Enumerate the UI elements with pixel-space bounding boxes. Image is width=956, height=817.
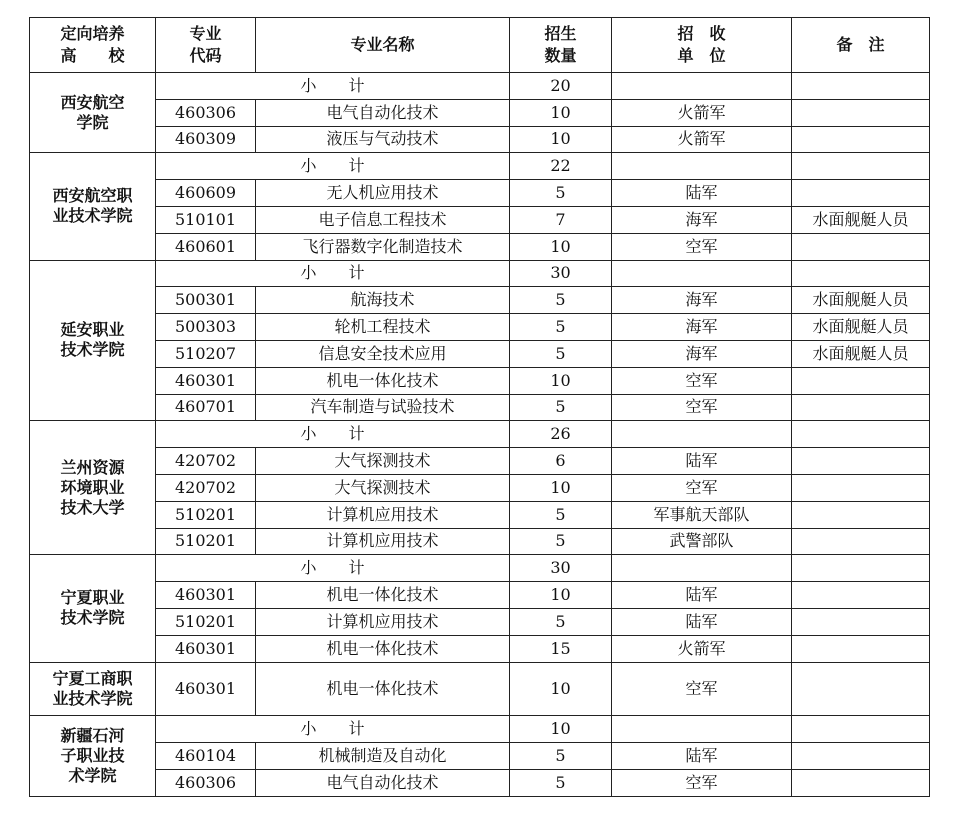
subtotal-label: 小 计 [156,421,510,448]
table-row [30,635,930,662]
major-code: 460601 [156,233,256,260]
enroll-count: 10 [510,582,612,609]
table-row [30,448,930,475]
header-count: 招生 数量 [510,18,612,73]
subtotal-count: 30 [510,555,612,582]
school-name: 西安航空 学院 [30,73,156,153]
table-row [30,528,930,555]
subtotal-label: 小 计 [156,260,510,287]
enroll-count: 5 [510,394,612,421]
note [792,394,930,421]
note [792,582,930,609]
major-code: 500301 [156,287,256,314]
enroll-count: 15 [510,635,612,662]
table-row [30,206,930,233]
table-row [30,662,930,716]
table-row [30,582,930,609]
enroll-count: 5 [510,287,612,314]
subtotal-note [792,555,930,582]
school-name: 延安职业 技术学院 [30,260,156,421]
recruit-unit: 火箭军 [612,635,792,662]
major-name: 飞行器数字化制造技术 [256,233,510,260]
note [792,367,930,394]
recruit-unit: 空军 [612,367,792,394]
major-name: 信息安全技术应用 [256,340,510,367]
note [792,635,930,662]
major-name: 航海技术 [256,287,510,314]
table-row [30,340,930,367]
enroll-count: 10 [510,367,612,394]
school-name: 新疆石河 子职业技 术学院 [30,716,156,796]
major-code: 460306 [156,769,256,796]
header-school: 定向培养 高 校 [30,18,156,73]
major-name: 汽车制造与试验技术 [256,394,510,421]
subtotal-row [30,555,930,582]
major-code: 460309 [156,126,256,153]
subtotal-unit [612,260,792,287]
note [792,769,930,796]
table-row [30,180,930,207]
note [792,448,930,475]
table-row [30,501,930,528]
note: 水面舰艇人员 [792,314,930,341]
recruit-unit: 武警部队 [612,528,792,555]
major-name: 计算机应用技术 [256,528,510,555]
major-code: 510201 [156,608,256,635]
recruit-unit: 陆军 [612,448,792,475]
recruit-unit: 空军 [612,394,792,421]
recruit-unit: 陆军 [612,180,792,207]
note [792,528,930,555]
note [792,662,930,716]
note [792,742,930,769]
note [792,126,930,153]
enroll-count: 6 [510,448,612,475]
major-name: 电气自动化技术 [256,99,510,126]
table-row [30,314,930,341]
subtotal-note [792,153,930,180]
enrollment-table [29,17,930,797]
recruit-unit: 海军 [612,340,792,367]
major-name: 计算机应用技术 [256,608,510,635]
subtotal-label: 小 计 [156,555,510,582]
major-code: 510201 [156,528,256,555]
recruit-unit: 空军 [612,474,792,501]
recruit-unit: 火箭军 [612,99,792,126]
recruit-unit: 空军 [612,769,792,796]
note [792,180,930,207]
enroll-count: 5 [510,769,612,796]
table-row [30,99,930,126]
major-code: 510201 [156,501,256,528]
enroll-count: 5 [510,608,612,635]
subtotal-note [792,716,930,743]
recruit-unit: 海军 [612,287,792,314]
header-code: 专业 代码 [156,18,256,73]
major-name: 机电一体化技术 [256,662,510,716]
note [792,501,930,528]
subtotal-note [792,260,930,287]
enroll-count: 5 [510,180,612,207]
header-row [30,18,930,73]
table-row [30,126,930,153]
enroll-count: 5 [510,742,612,769]
header-unit: 招 收 单 位 [612,18,792,73]
note [792,474,930,501]
major-name: 液压与气动技术 [256,126,510,153]
subtotal-count: 20 [510,73,612,100]
subtotal-count: 26 [510,421,612,448]
note [792,99,930,126]
major-code: 460301 [156,662,256,716]
table-row [30,769,930,796]
major-code: 460701 [156,394,256,421]
major-code: 510101 [156,206,256,233]
note [792,608,930,635]
major-name: 电子信息工程技术 [256,206,510,233]
school-name: 宁夏职业 技术学院 [30,555,156,662]
subtotal-label: 小 计 [156,716,510,743]
major-code: 460104 [156,742,256,769]
major-code: 460301 [156,367,256,394]
subtotal-label: 小 计 [156,73,510,100]
major-name: 大气探测技术 [256,448,510,475]
major-name: 大气探测技术 [256,474,510,501]
subtotal-note [792,421,930,448]
subtotal-unit [612,555,792,582]
recruit-unit: 海军 [612,314,792,341]
major-code: 460301 [156,635,256,662]
note: 水面舰艇人员 [792,340,930,367]
major-name: 轮机工程技术 [256,314,510,341]
recruit-unit: 陆军 [612,582,792,609]
subtotal-row [30,260,930,287]
subtotal-row [30,153,930,180]
subtotal-unit [612,73,792,100]
enroll-count: 7 [510,206,612,233]
table-row [30,394,930,421]
note [792,233,930,260]
subtotal-row [30,421,930,448]
enroll-count: 10 [510,662,612,716]
major-code: 420702 [156,448,256,475]
enroll-count: 10 [510,126,612,153]
subtotal-unit [612,716,792,743]
note: 水面舰艇人员 [792,287,930,314]
major-name: 机械制造及自动化 [256,742,510,769]
major-name: 机电一体化技术 [256,367,510,394]
major-code: 460306 [156,99,256,126]
major-name: 无人机应用技术 [256,180,510,207]
note: 水面舰艇人员 [792,206,930,233]
major-code: 510207 [156,340,256,367]
header-note: 备 注 [792,18,930,73]
table-row [30,367,930,394]
subtotal-count: 22 [510,153,612,180]
recruit-unit: 陆军 [612,608,792,635]
recruit-unit: 陆军 [612,742,792,769]
header-major: 专业名称 [256,18,510,73]
enroll-count: 5 [510,528,612,555]
table-row [30,474,930,501]
subtotal-row [30,716,930,743]
recruit-unit: 海军 [612,206,792,233]
school-name: 西安航空职 业技术学院 [30,153,156,260]
enroll-count: 10 [510,474,612,501]
subtotal-label: 小 计 [156,153,510,180]
table-row [30,742,930,769]
major-code: 460609 [156,180,256,207]
school-name: 宁夏工商职 业技术学院 [30,662,156,716]
recruit-unit: 空军 [612,233,792,260]
major-name: 机电一体化技术 [256,582,510,609]
recruit-unit: 空军 [612,662,792,716]
recruit-unit: 火箭军 [612,126,792,153]
subtotal-count: 30 [510,260,612,287]
subtotal-row [30,73,930,100]
enroll-count: 10 [510,99,612,126]
subtotal-note [792,73,930,100]
major-code: 420702 [156,474,256,501]
enroll-count: 10 [510,233,612,260]
table-row [30,233,930,260]
enroll-count: 5 [510,501,612,528]
major-name: 计算机应用技术 [256,501,510,528]
recruit-unit: 军事航天部队 [612,501,792,528]
enroll-count: 5 [510,314,612,341]
subtotal-count: 10 [510,716,612,743]
enroll-count: 5 [510,340,612,367]
school-name: 兰州资源 环境职业 技术大学 [30,421,156,555]
subtotal-unit [612,153,792,180]
major-code: 460301 [156,582,256,609]
major-name: 电气自动化技术 [256,769,510,796]
subtotal-unit [612,421,792,448]
table-row [30,608,930,635]
major-code: 500303 [156,314,256,341]
table-row [30,287,930,314]
major-name: 机电一体化技术 [256,635,510,662]
